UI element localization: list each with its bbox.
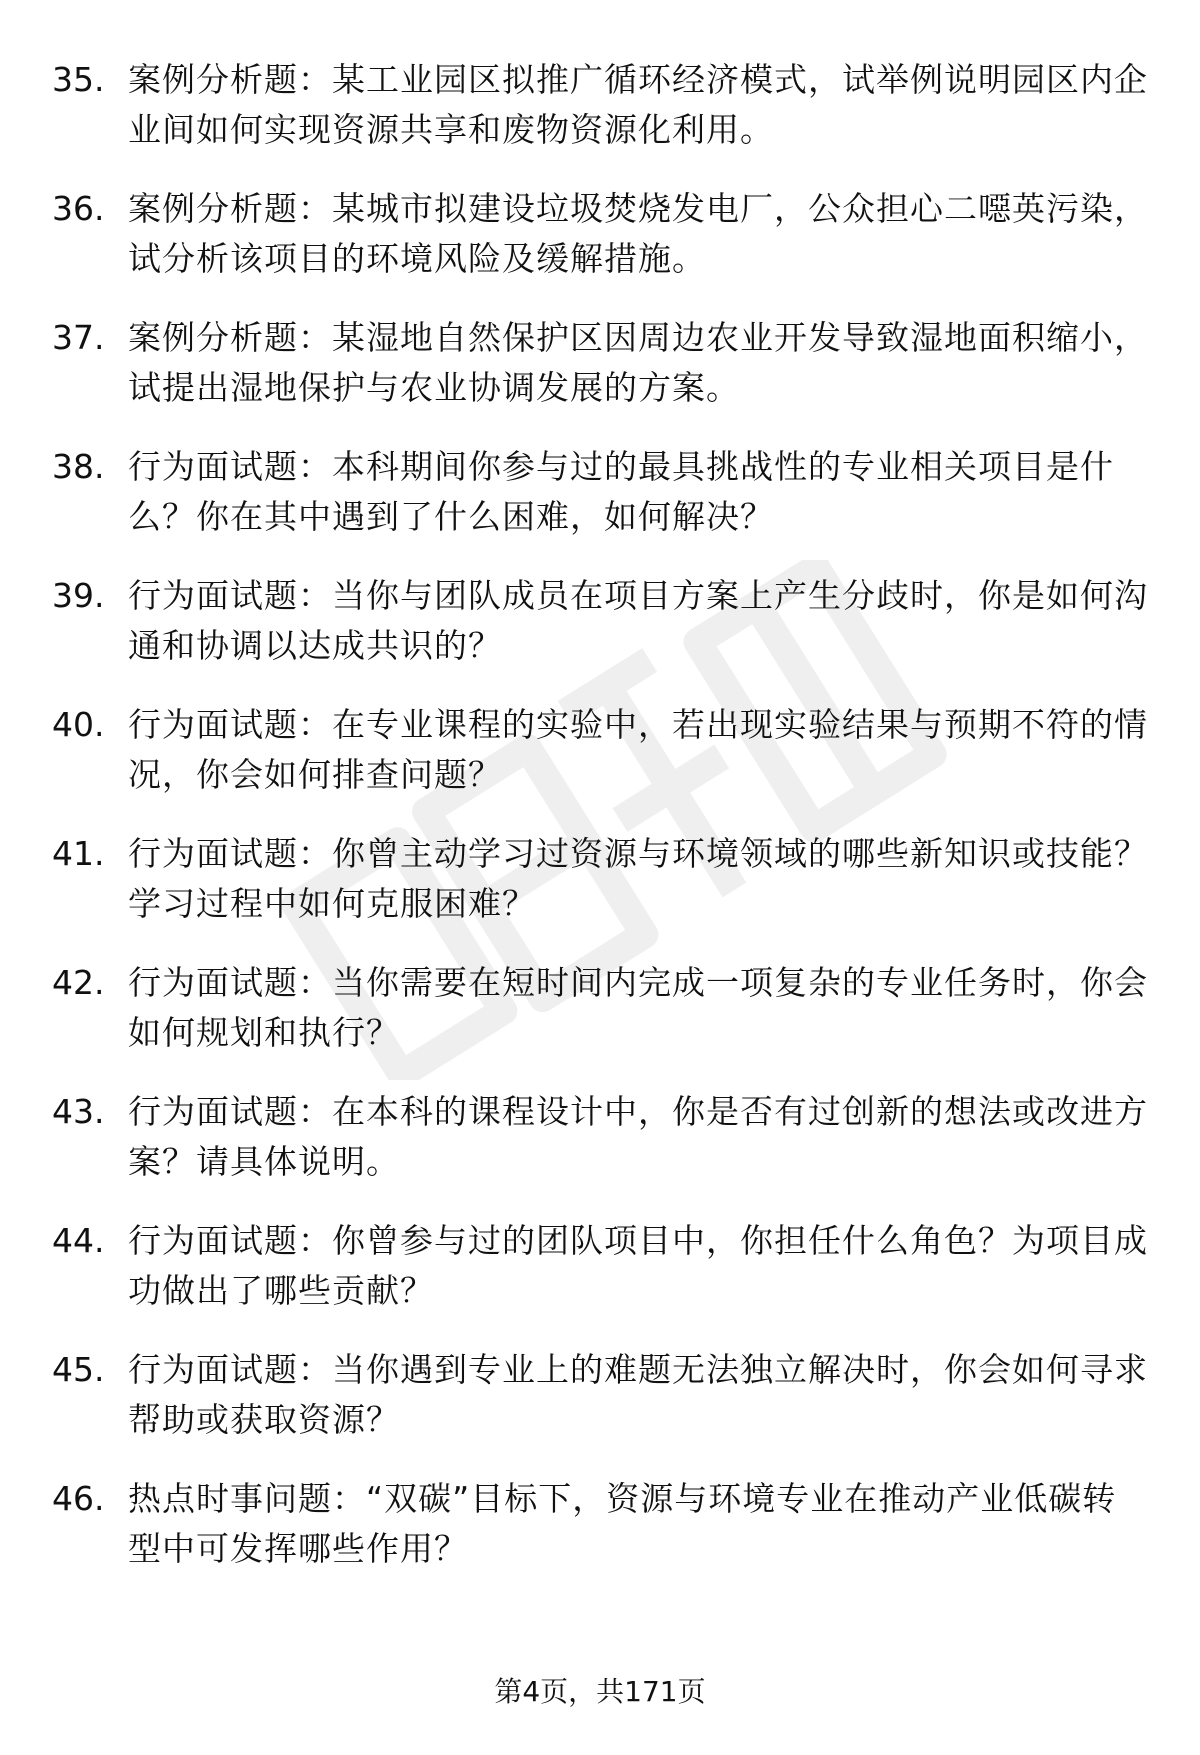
question-item <box>52 829 1152 929</box>
question-number: 40. <box>52 705 105 744</box>
question-item <box>52 184 1152 284</box>
question-item <box>52 571 1152 671</box>
question-number: 38. <box>52 447 105 486</box>
question-text: 行为面试题：你曾主动学习过资源与环境领域的哪些新知识或技能？学习过程中如何克服困难？ <box>128 834 1148 923</box>
question-number: 44. <box>52 1221 105 1260</box>
question-item <box>52 700 1152 800</box>
question-number: 41. <box>52 834 105 873</box>
question-item <box>52 55 1152 155</box>
question-text: 行为面试题：当你遇到专业上的难题无法独立解决时，你会如何寻求帮助或获取资源？ <box>128 1350 1148 1439</box>
question-item <box>52 1345 1152 1445</box>
question-number: 36. <box>52 189 105 228</box>
question-text: 案例分析题：某城市拟建设垃圾焚烧发电厂，公众担心二噁英污染，试分析该项目的环境风险及缓解措施。 <box>128 189 1148 278</box>
question-number: 39. <box>52 576 105 615</box>
question-item <box>52 1474 1152 1574</box>
question-text: 热点时事问题：“双碳”目标下，资源与环境专业在推动产业低碳转型中可发挥哪些作用？ <box>128 1479 1117 1568</box>
question-text: 行为面试题：本科期间你参与过的最具挑战性的专业相关项目是什么？你在其中遇到了什么困难，如何解决？ <box>128 447 1114 536</box>
question-number: 46. <box>52 1479 105 1518</box>
question-item <box>52 1087 1152 1187</box>
question-number: 45. <box>52 1350 105 1389</box>
question-number: 35. <box>52 60 105 99</box>
question-item <box>52 442 1152 542</box>
page-number-footer: 第4页，共171页 <box>494 1675 706 1708</box>
question-text: 案例分析题：某工业园区拟推广循环经济模式，试举例说明园区内企业间如何实现资源共享和废物资源化利用。 <box>128 60 1148 149</box>
question-number: 37. <box>52 318 105 357</box>
question-text: 案例分析题：某湿地自然保护区因周边农业开发导致湿地面积缩小，试提出湿地保护与农业协调发展的方案。 <box>128 318 1148 407</box>
question-number: 42. <box>52 963 105 1002</box>
question-item <box>52 958 1152 1058</box>
question-text: 行为面试题：在本科的课程设计中，你是否有过创新的想法或改进方案？请具体说明。 <box>128 1092 1148 1181</box>
question-text: 行为面试题：你曾参与过的团队项目中，你担任什么角色？为项目成功做出了哪些贡献？ <box>128 1221 1148 1310</box>
question-text: 行为面试题：当你与团队成员在项目方案上产生分歧时，你是如何沟通和协调以达成共识的？ <box>128 576 1148 665</box>
question-item <box>52 313 1152 413</box>
question-text: 行为面试题：在专业课程的实验中，若出现实验结果与预期不符的情况，你会如何排查问题？ <box>128 705 1148 794</box>
question-text: 行为面试题：当你需要在短时间内完成一项复杂的专业任务时，你会如何规划和执行？ <box>128 963 1148 1052</box>
question-item <box>52 1216 1152 1316</box>
question-number: 43. <box>52 1092 105 1131</box>
